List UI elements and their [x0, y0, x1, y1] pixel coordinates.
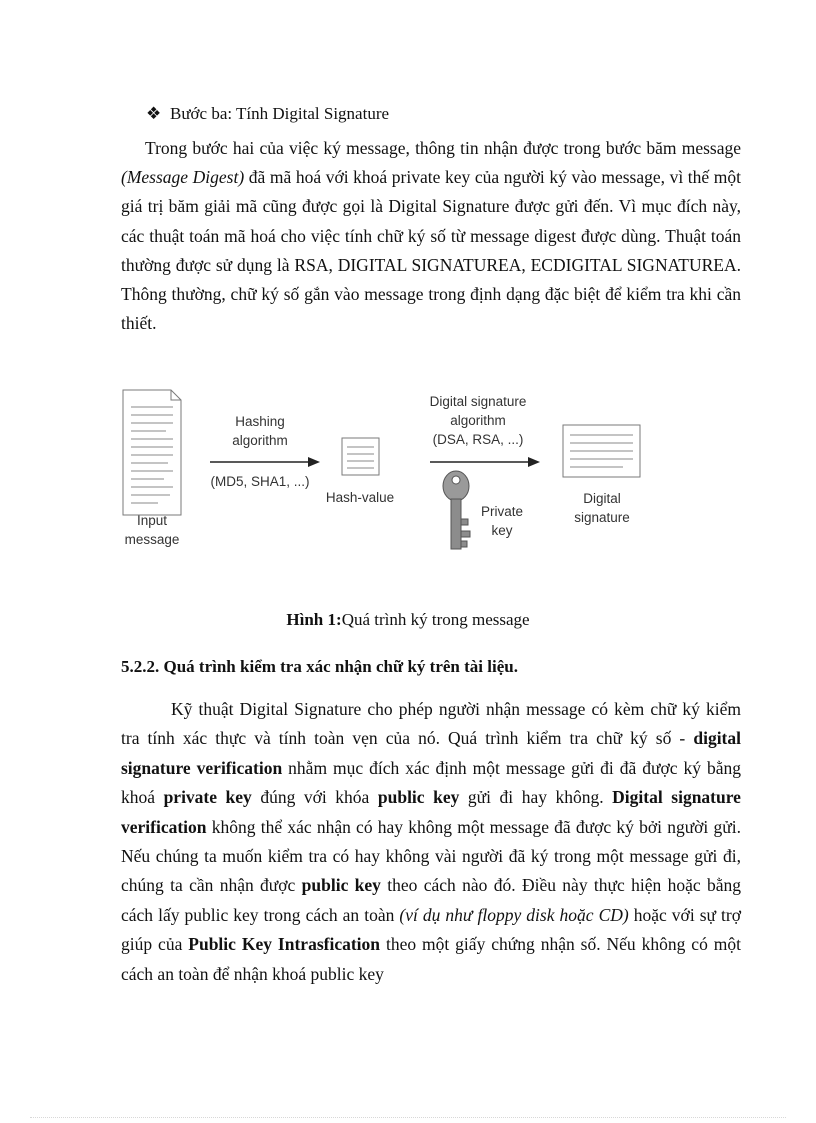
private-key-label-line2: key	[491, 523, 513, 538]
body-text-3: đúng với khóa	[251, 787, 378, 808]
sig-algo-label-line2: algorithm	[450, 413, 506, 428]
intro-text-b: đã mã hoá với khoá private key của người ký vào message, vì thế một giá trị băm giải mã cũng được gọi là Digital Signature được gửi đến. Vì mục đích này, các thuật toán mã hoá cho việc tính chữ ký số từ message digest được dùng. Thuật toán thường được sử dụng là RSA, DIGITAL SIGNATUREA, ECDIGITAL SIGNATUREA. Thông thường, chữ ký số gắn vào message trong định dạng đặc biệt để kiểm tra khi cần thiết.	[121, 167, 741, 334]
body-text-7: hoặc với sự trợ giúp của	[121, 904, 741, 955]
figure-label: Hình 1:	[286, 610, 342, 629]
body-text-8: theo một giấy chứng nhận số. Nếu không có một cách an toàn để nhận khoá public key	[121, 934, 741, 984]
hashing-label-line2: algorithm	[232, 433, 288, 448]
step-three-title: Bước ba: Tính Digital Signature	[170, 104, 390, 123]
body-bold-4: Digital signature verification	[121, 787, 741, 837]
body-bold-5: public key	[301, 875, 381, 896]
hashing-label-line1: Hashing	[235, 414, 285, 429]
hashing-examples: (MD5, SHA1, ...)	[210, 474, 310, 489]
input-label-line2: message	[124, 532, 180, 547]
figure-caption-text: Quá trình ký trong message	[341, 610, 530, 629]
sig-algo-label-line3: (DSA, RSA, ...)	[432, 432, 524, 447]
figure-caption	[0, 608, 816, 632]
digital-signature-label-line1: Digital	[583, 491, 621, 506]
digital-signature-document-icon	[563, 425, 640, 477]
body-bold-6: Public Key Intrasfication	[188, 934, 381, 955]
signature-arrow-icon	[430, 457, 540, 467]
body-text-6: theo cách nào đó. Điều này thực hiện hoặc bằng cách lấy public key trong cách an toàn	[121, 875, 741, 925]
hash-value-icon	[342, 438, 379, 475]
input-label-line1: Input	[136, 513, 168, 528]
body-bold-2: private key	[163, 787, 252, 808]
intro-text-a: Trong bước hai của việc ký message, thông tin nhận được trong bước băm message	[145, 138, 741, 158]
intro-paragraph	[121, 134, 741, 338]
body-text-2: nhằm mục đích xác định một message gửi đi đã được ký bằng khoá	[121, 757, 742, 808]
hash-value-label: Hash-value	[325, 490, 395, 505]
step-three-heading	[146, 102, 389, 126]
sig-algo-label-line1: Digital signature	[429, 394, 527, 409]
input-message-document-icon	[123, 390, 181, 515]
signing-process-diagram	[118, 385, 678, 560]
private-key-label-line1: Private	[480, 504, 524, 519]
body-text-4: gửi đi hay không.	[459, 787, 613, 808]
intro-italic-message-digest: (Message Digest)	[121, 167, 245, 188]
body-text-1: Kỹ thuật Digital Signature cho phép người nhận message có kèm chữ ký kiểm tra tính xác thực và tính toàn vẹn của nó. Quá trình kiểm tra chữ ký số -	[121, 699, 741, 749]
hashing-arrow-icon	[210, 457, 320, 467]
body-bold-1: digital signature verification	[121, 728, 741, 778]
page-bottom-divider	[30, 1117, 786, 1118]
private-key-icon	[443, 471, 470, 549]
verification-paragraph	[121, 695, 741, 989]
body-italic-1: (ví dụ như floppy disk hoặc CD)	[399, 904, 629, 925]
section-heading: 5.2.2. Quá trình kiểm tra xác nhận chữ ký trên tài liệu.	[121, 657, 518, 676]
diamond-bullet-icon: ❖	[146, 104, 162, 123]
digital-signature-label-line2: signature	[574, 510, 630, 525]
body-bold-3: public key	[377, 787, 460, 808]
body-text-5: không thể xác nhận có hay không một message đã được ký bởi người gửi. Nếu chúng ta muốn kiểm tra có hay không vài người đã ký trong một message gửi đi, chúng ta cần nhận được	[121, 816, 741, 896]
